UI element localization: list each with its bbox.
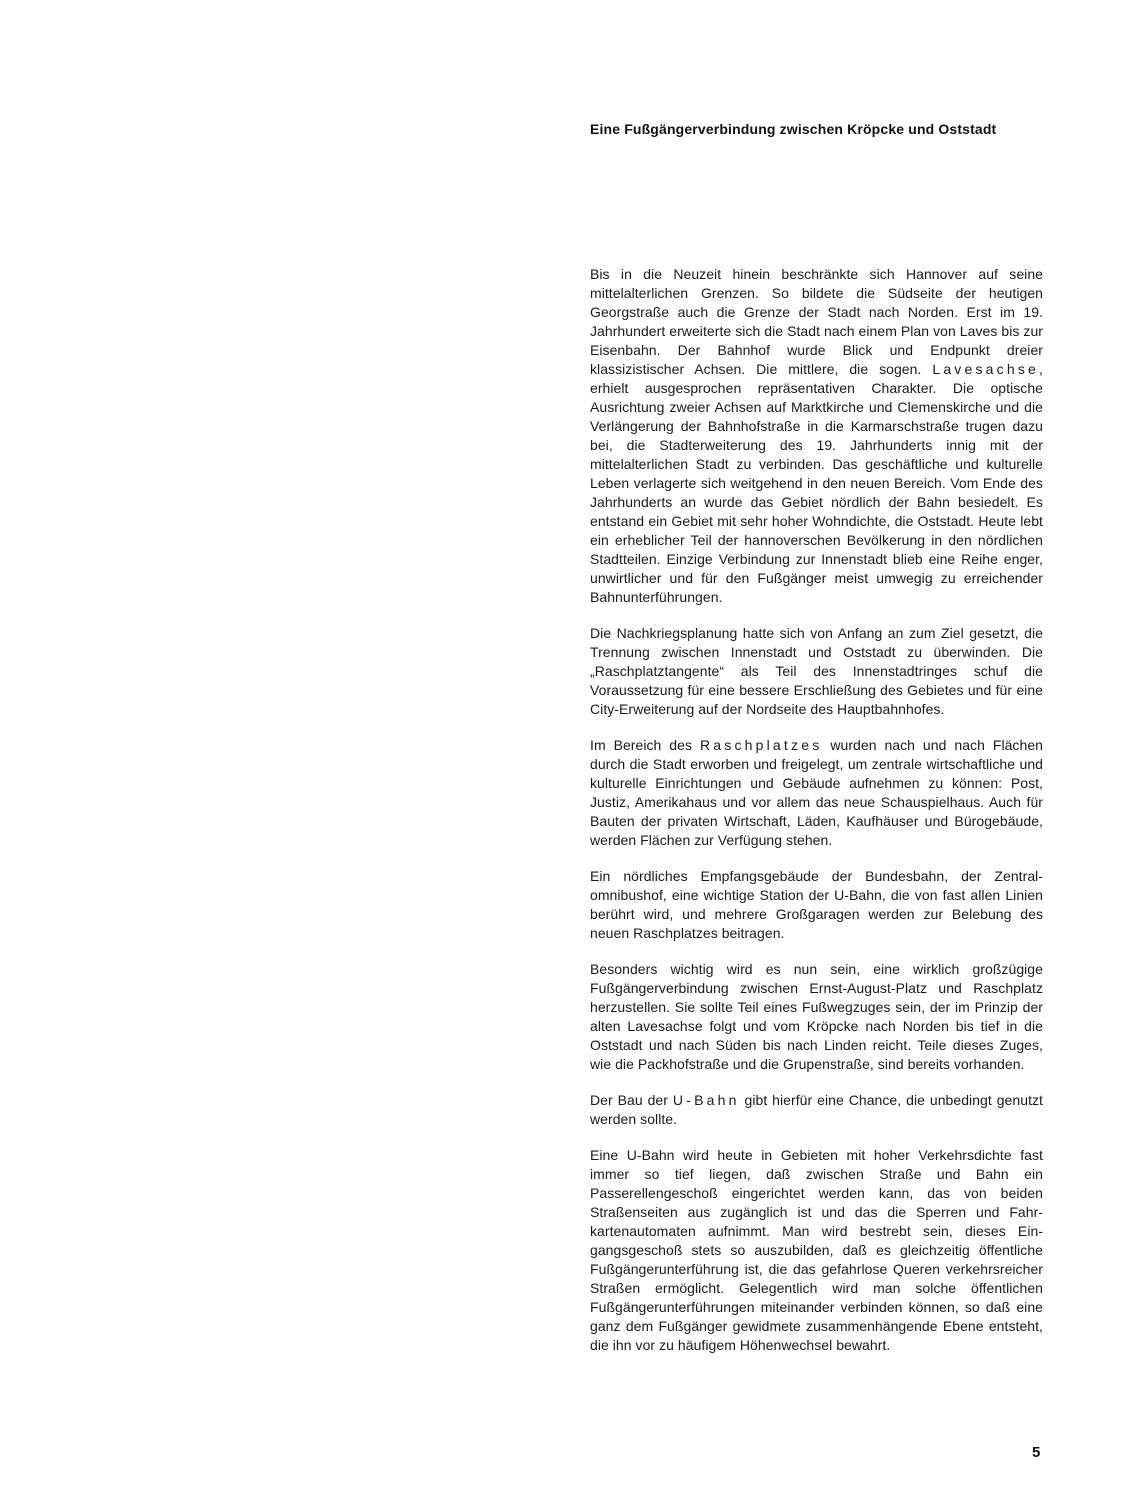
paragraph-6 (590, 1091, 1043, 1129)
paragraph-text: Im Bereich des (590, 737, 700, 753)
paragraph-text: Ein nördliches Empfangsgebäude der Bundesbahn, der Zentralomnibushof, eine wichtige Station der U-Bahn, die von fast allen Linien berührt wird, und mehrere Großgaragen werden zur Belebung des neuen Raschplatzes beitragen. (590, 868, 1043, 941)
paragraph-text: , erhielt ausgesprochen repräsentativen Charakter. Die optische Ausrichtung zweier Achsen auf Marktkirche und Clemenskirche und die Verlängerung der Bahnhofstraße in die Karmarschstraße trugen dazu bei, die Stadterweiterung des 19. Jahrhunderts innig mit der mittelalterlichen Stadt zu verbinden. Das geschäftliche und kulturelle Leben verlagerte sich weitgehend in den neuen Bereich. Vom Ende des Jahrhunderts an wurde das Gebiet nördlich der Bahn besiedelt. Es entstand ein Gebiet mit sehr hoher Wohndichte, die Oststadt. Heute lebt ein erheblicher Teil der hannoverschen Bevölkerung in den nördlichen Stadtteilen. Einzige Verbindung zur Innenstadt blieb eine Reihe enger, unwirtlicher und für den Fußgänger meist umwegig zu erreichender Bahnunterführungen. (590, 361, 1043, 605)
paragraph-text: Bis in die Neuzeit hinein beschränkte sich Hannover auf seine mittelalterlichen Grenzen. So bildete die Südseite der heutigen Georgstraße auch die Grenze der Stadt nach Norden. Erst im 19. Jahrhundert erweiterte sich die Stadt nach einem Plan von Laves bis zur Eisenbahn. Der Bahnhof wurde Blick und Endpunkt dreier klassizistischer Achsen. Die mittlere, die sogen. (590, 266, 1043, 377)
emphasis-u-bahn: U-Bahn (672, 1092, 740, 1108)
paragraph-3 (590, 736, 1043, 850)
page-number: 5 (1032, 1444, 1041, 1461)
paragraph-text: Besonders wichtig wird es nun sein, eine wirklich großzügige Fußgängerverbindung zwischen Ernst-August-Platz und Raschplatz herzustellen. Sie sollte Teil eines Fußwegzuges sein, der im Prinzip der alten Lavesachse folgt und vom Kröpcke nach Norden bis tief in die Oststadt und nach Süden bis nach Linden reicht. Teile dieses Zuges, wie die Packhofstraße und die Grupenstraße, sind bereits vorhanden. (590, 961, 1043, 1072)
paragraph-text: Der Bau der (590, 1092, 673, 1108)
paragraph-text: Die Nachkriegsplanung hatte sich von Anfang an zum Ziel gesetzt, die Trennung zwischen Innenstadt und Oststadt zu überwinden. Die „Raschplatztangente“ als Teil des Innenstadtringes schuf die Voraussetzung für eine bessere Erschließung des Gebietes und für eine City-Erweiterung auf der Nordseite des Hauptbahnhofes. (590, 625, 1043, 717)
emphasis-lavesachse: Lavesachse (932, 361, 1040, 377)
paragraph-text: gibt hierfür eine Chance, die unbedingt genutzt werden sollte. (590, 1092, 1043, 1127)
body-text-column (590, 265, 1043, 1372)
emphasis-raschplatzes: Raschplatzes (699, 737, 823, 753)
paragraph-1 (590, 265, 1043, 607)
paragraph-text: Eine U-Bahn wird heute in Gebieten mit hoher Verkehrsdichte fast immer so tief liegen, daß zwischen Straße und Bahn ein Passerellengeschoß eingerichtet werden kann, das von beiden Straßenseiten aus zugänglich ist und das die Sperren und Fahrkartenautomaten aufnimmt. Man wird bestrebt sein, dieses Eingangsgeschoß stets so auszubilden, daß es gleichzeitig öffentliche Fußgängerunterführung ist, die das gefahrlose Queren verkehrsreicher Straßen ermöglicht. Gelegentlich wird man solche öffentlichen Fußgängerunterführungen miteinander verbinden können, so daß eine ganz dem Fußgänger gewidmete zusammenhängende Ebene entsteht, die ihn vor zu häufigem Höhenwechsel bewahrt. (590, 1147, 1043, 1353)
page-title: Eine Fußgängerverbindung zwischen Kröpcke und Oststadt (590, 121, 997, 137)
paragraph-4 (590, 867, 1043, 943)
paragraph-7 (590, 1146, 1043, 1355)
paragraph-5 (590, 960, 1043, 1074)
paragraph-2 (590, 624, 1043, 719)
paragraph-text: wurden nach und nach Flächen durch die Stadt erworben und freigelegt, um zentrale wirtschaftliche und kulturelle Einrichtungen und Gebäude aufnehmen zu können: Post, Justiz, Amerikahaus und vor allem das neue Schauspielhaus. Auch für Bauten der privaten Wirtschaft, Läden, Kaufhäuser und Bürogebäude, werden Flächen zur Verfügung stehen. (590, 737, 1043, 848)
